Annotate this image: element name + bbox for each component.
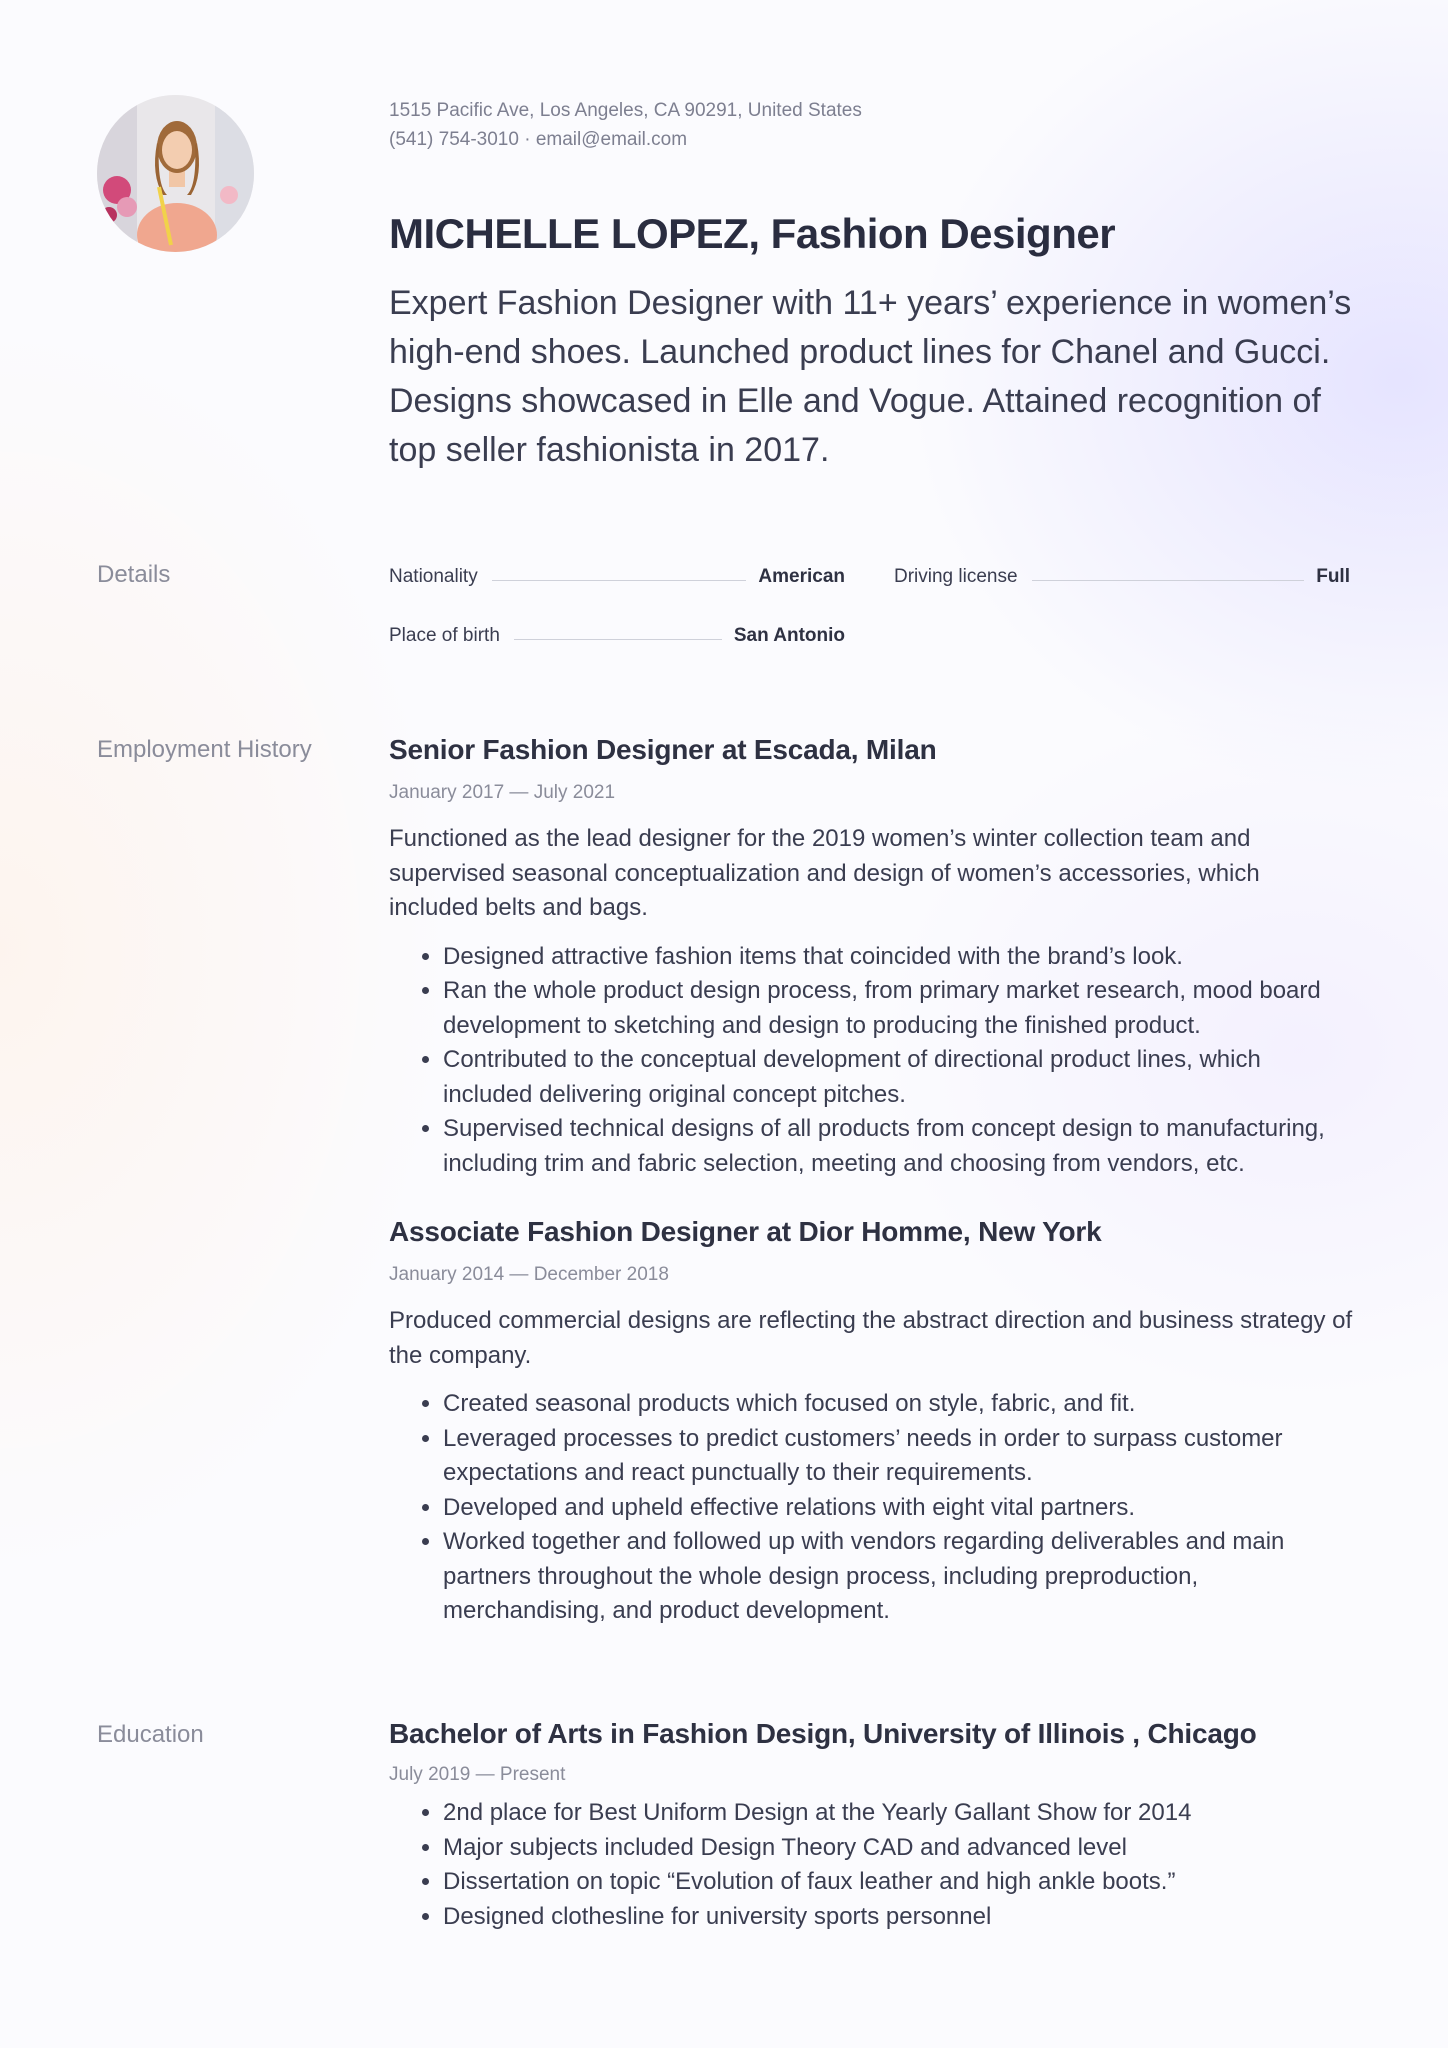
phone-email: (541) 754-3010 · email@email.com bbox=[389, 129, 688, 150]
job-description: Functioned as the lead designer for the 2019 women’s winter collection team and supervised seasonal conceptualization and design of women’s accessories, which included belts and bags. bbox=[389, 825, 1260, 921]
detail-nationality bbox=[389, 565, 845, 589]
list-item: • Major subjects included Design Theory CAD and advanced level bbox=[443, 1831, 1353, 1866]
list-item: • Created seasonal products which focused on style, fabric, and fit. bbox=[443, 1387, 1353, 1422]
detail-divider bbox=[514, 639, 722, 640]
details-heading: Details bbox=[97, 561, 171, 588]
job-bullets bbox=[389, 1387, 1353, 1629]
education-entry bbox=[389, 1718, 1353, 1934]
detail-value: Full bbox=[1316, 566, 1350, 587]
address: 1515 Pacific Ave, Los Angeles, CA 90291, United States bbox=[389, 100, 862, 121]
list-item: • Leveraged processes to predict customers’ needs in order to surpass customer expectations and react punctually to their requirements. bbox=[443, 1422, 1353, 1491]
profile-photo bbox=[97, 95, 254, 252]
detail-driving-license bbox=[894, 565, 1350, 589]
job-description: Produced commercial designs are reflecting the abstract direction and business strategy of the company. bbox=[389, 1307, 1353, 1369]
detail-value: American bbox=[758, 566, 845, 587]
list-item: • Supervised technical designs of all products from concept design to manufacturing, including trim and fabric selection, meeting and choosing from vendors, etc. bbox=[443, 1112, 1353, 1181]
job-dates: January 2014 — December 2018 bbox=[389, 1264, 669, 1285]
detail-label: Driving license bbox=[894, 566, 1018, 587]
list-item: • 2nd place for Best Uniform Design at the Yearly Gallant Show for 2014 bbox=[443, 1796, 1353, 1831]
list-item: • Dissertation on topic “Evolution of faux leather and high ankle boots.” bbox=[443, 1865, 1353, 1900]
detail-label: Place of birth bbox=[389, 625, 500, 646]
profile-summary: Expert Fashion Designer with 11+ years’ experience in women’s high-end shoes. Launched product lines for Chanel and Gucci. Designs showcased in Elle and Vogue. Attained recognition of top seller fashionista in 2017. bbox=[389, 284, 1352, 469]
detail-place-of-birth bbox=[389, 624, 845, 648]
name-title: MICHELLE LOPEZ, Fashion Designer bbox=[389, 210, 1116, 257]
job-bullets bbox=[389, 940, 1353, 1182]
education-heading: Education bbox=[97, 1721, 204, 1748]
detail-divider bbox=[1032, 580, 1305, 581]
employment-heading: Employment History bbox=[97, 736, 312, 763]
job-title: Associate Fashion Designer at Dior Homme, New York bbox=[389, 1216, 1102, 1247]
detail-label: Nationality bbox=[389, 566, 478, 587]
detail-value: San Antonio bbox=[733, 625, 845, 646]
profile-photo-image bbox=[97, 95, 254, 252]
job-title: Senior Fashion Designer at Escada, Milan bbox=[389, 734, 937, 765]
list-item: • Developed and upheld effective relations with eight vital partners. bbox=[443, 1491, 1353, 1526]
job-dates: January 2017 — July 2021 bbox=[389, 782, 616, 803]
list-item: • Designed attractive fashion items that coincided with the brand’s look. bbox=[443, 940, 1353, 975]
list-item: • Ran the whole product design process, from primary market research, mood board development to sketching and design to producing the finished product. bbox=[443, 974, 1353, 1043]
education-bullets bbox=[389, 1796, 1353, 1934]
job-entry bbox=[389, 734, 1353, 1181]
list-item: • Worked together and followed up with vendors regarding deliverables and main partners throughout the whole design process, including preproduction, merchandising, and product development. bbox=[443, 1525, 1353, 1629]
detail-divider bbox=[492, 580, 747, 581]
list-item: • Contributed to the conceptual development of directional product lines, which included delivering original concept pitches. bbox=[443, 1043, 1353, 1112]
job-entry bbox=[389, 1216, 1353, 1629]
education-dates: July 2019 — Present bbox=[389, 1764, 566, 1785]
contact-info bbox=[389, 96, 862, 154]
degree-title: Bachelor of Arts in Fashion Design, University of Illinois , Chicago bbox=[389, 1718, 1257, 1749]
list-item: • Designed clothesline for university sports personnel bbox=[443, 1900, 1353, 1935]
